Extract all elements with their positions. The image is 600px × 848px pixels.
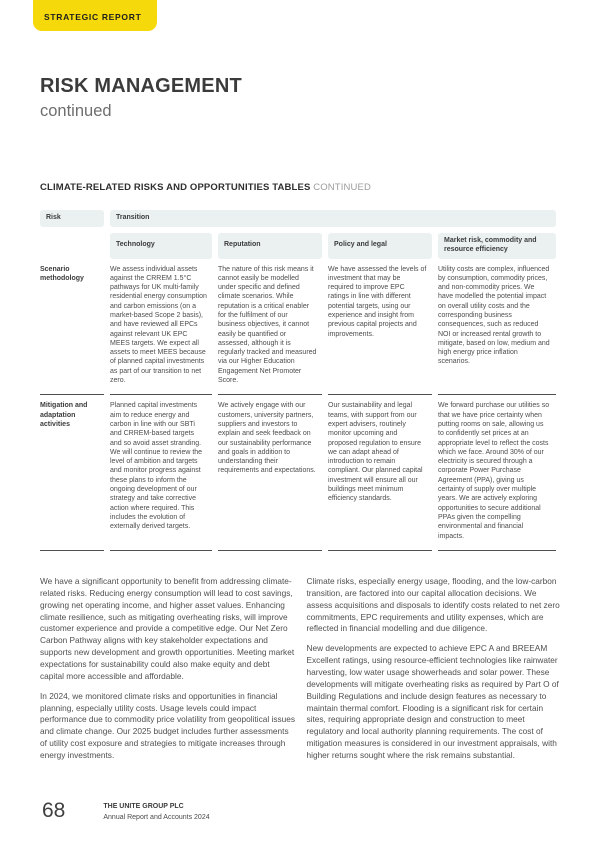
cell-scenario-technology: We assess individual assets against the CRREM 1.5°C pathways for UK multi-family residential energy consumption and carbon emissions (on a market-based Scope 2 basis), and have reviewed all EPCs against relevant UK EPC MEES targets. We expect all assets to meet MEES because of planned capital investments as part of our transition to net zero. [110,259,212,396]
table-header-risk: Risk [40,210,104,227]
climate-risks-table [40,210,560,551]
section-heading-main: CLIMATE-RELATED RISKS AND OPPORTUNITIES TABLES [40,182,311,193]
cell-scenario-policy-legal: We have assessed the levels of investment that may be required to improve EPC ratings in line with different potential targets, using our experience and insight from previous capital projects and improvements. [328,259,432,396]
body-text [40,576,562,762]
footer-company: THE UNITE GROUP PLC [103,803,184,810]
page-footer [42,799,210,823]
cell-mitigation-policy-legal: Our sustainability and legal teams, with support from our expert advisers, routinely monitor upcoming and proposed regulation to ensure we can adapt ahead of introduction to remain compliant. Our planned capital investment will ensure all our buildings meet minimum efficiency standards. [328,395,432,550]
page-subtitle: continued [40,102,112,120]
page-title: RISK MANAGEMENT [40,75,242,97]
cell-mitigation-market-risk: We forward purchase our utilities so that we have price certainty when putting rooms on sale, allowing us to confidently set prices at an appropriate level to reflect the costs which we face. Around 30% of our electricity is secured through a corporate Power Purchase Agreement (PPA), giving us certainty of supply over multiple years. We are actively exploring opportunities to secure additional PPAs given the compelling environmental and financial impacts. [438,395,556,550]
table-header-row-categories [40,233,560,259]
cell-scenario-market-risk: Utility costs are complex, influenced by consumption, commodity prices, and non-commodity prices. We have modelled the potential impact on overall utility costs and the corresponding business consequences, such as reduced NOI or increased rental growth to mitigate, based on low, medium and high energy price inflation scenarios. [438,259,556,396]
page-number: 68 [42,799,66,822]
section-tag-label: STRATEGIC REPORT [44,12,142,22]
table-row-scenario-methodology [40,259,560,396]
cell-mitigation-technology: Planned capital investments aim to reduce energy and carbon in line with our SBTi and CRREM-based targets and so avoid asset stranding. We will continue to review the level of ambition and targets and monitor progress against these plans to inform the ongoing development of our strategy and take corrective action where required. This includes the evolution of externally derived targets. [110,395,212,550]
row-label-mitigation-adaptation: Mitigation and adaptation activities [40,395,104,550]
table-header-transition: Transition [110,210,556,227]
cell-scenario-reputation: The nature of this risk means it cannot easily be modelled under specific and defined climate scenarios. While reputation is a critical enabler for the fulfilment of our business objectives, it cannot easily be quantified or assessed, although it is regularly tracked and measured via our Higher Education Engagement Net Promoter Score. [218,259,322,396]
cell-mitigation-reputation: We actively engage with our customers, university partners, suppliers and investors to explain and seek feedback on our sustainability performance and goals in addition to understanding their requirements and expectations. [218,395,322,550]
footer-report-title: Annual Report and Accounts 2024 [103,813,210,821]
table-header-row-risk [40,210,560,227]
body-left-column [40,576,296,762]
row-label-scenario-methodology: Scenario methodology [40,259,104,396]
section-tag [33,0,157,31]
title-block [40,75,242,121]
body-paragraph: New developments are expected to achieve EPC A and BREEAM Excellent ratings, using resource-efficient technologies like rainwater harvesting, low water usage showerheads and solar power. These developments will mitigate overheating risks as required by Part O of Building Regulations and include design features as necessary to maintain thermal comfort. Flooding is a significant risk for certain sites, requiring appropriate design and construction to meet regulatory and local authority planning requirements. The cost of mitigation measures is considered in our investment appraisals, with higher returns sought where the risk remains substantial. [306,643,559,761]
body-paragraph: Climate risks, especially energy usage, flooding, and the low-carbon transition, are factored into our capital allocation decisions. We assess acquisitions and disposals to identify costs related to net zero commitments, EPC requirements and utility expenses, which are reflected in financial modelling and due diligence. [306,576,560,634]
body-right-column [307,576,563,762]
table-header-market-risk: Market risk, commodity and resource efficiency [438,233,556,259]
table-row-mitigation-adaptation [40,395,560,550]
table-header-reputation: Reputation [218,233,322,259]
table-header-policy-legal: Policy and legal [328,233,432,259]
footer-text [103,799,209,823]
section-heading [40,182,371,193]
table-header-spacer [40,233,104,259]
section-heading-suffix: CONTINUED [310,182,372,193]
body-paragraph: We have a significant opportunity to benefit from addressing climate-related risks. Reducing energy consumption will lead to cost savings, growing net operating income, and higher asset values. Enhancing climate resilience, such as mitigating overheating risks, will improve customer experience and provide a competitive edge. Our Net Zero Carbon Pathway aligns with key stakeholder expectations and supports new development and growth opportunities. Meeting market expectations for sustainability could also make equity and debt capital more accessible and affordable. [40,576,295,681]
body-paragraph: In 2024, we monitored climate risks and opportunities in financial planning, especially utility costs. Usage levels could impact performance due to commodity price volatility from geopolitical issues and climate change. Our 2025 budget includes further assessments of utility cost exposure and strategies to mitigate increases through energy investments. [40,690,296,761]
table-header-technology: Technology [110,233,212,259]
